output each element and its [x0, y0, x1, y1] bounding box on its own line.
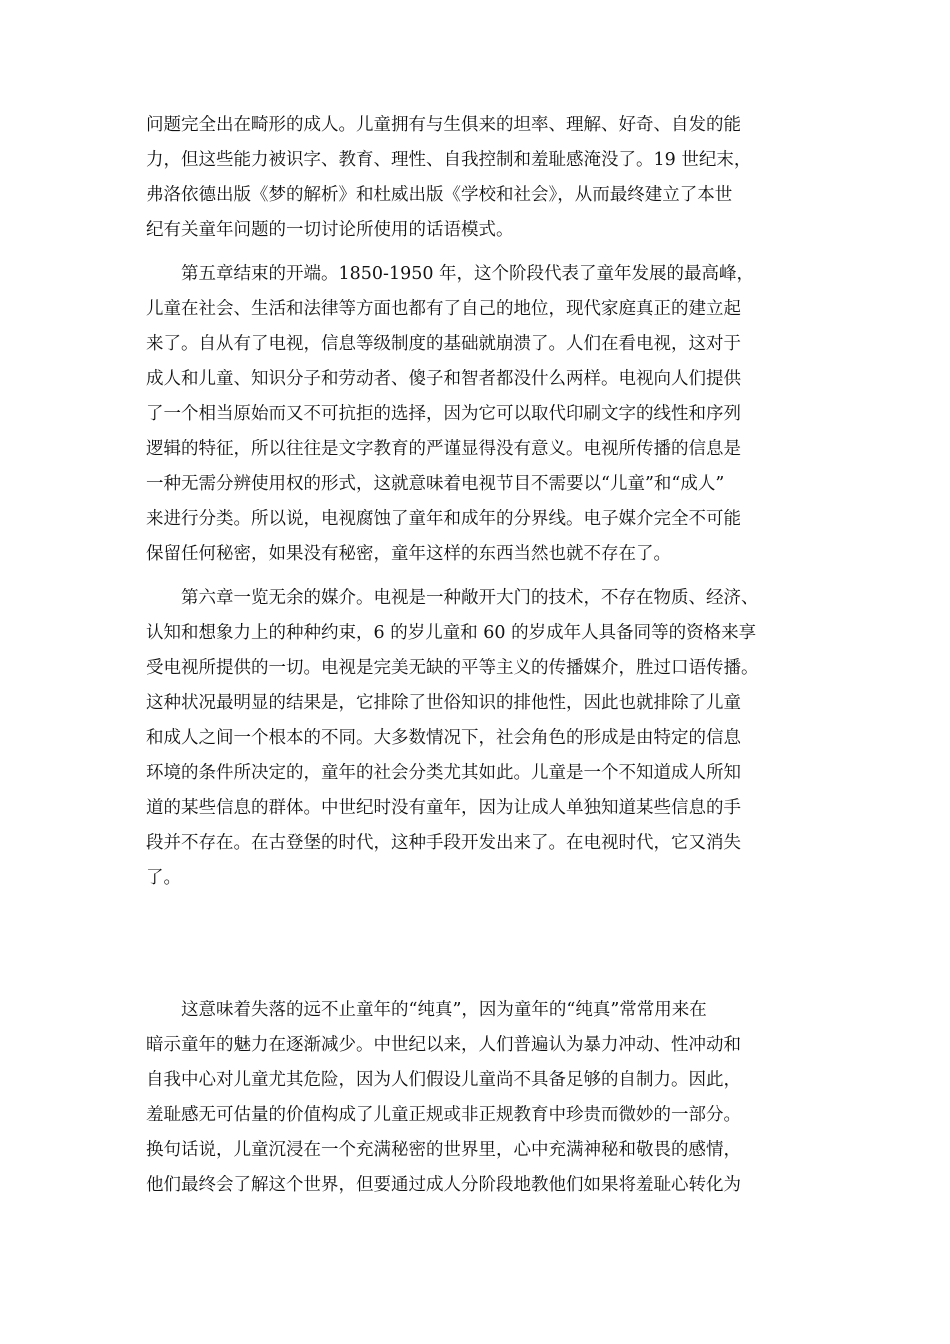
text-line: 弗洛依德出版《梦的解析》和杜威出版《学校和社会》，从而最终建立了本世 — [146, 185, 733, 205]
text-line: 和成人之间一个根本的不同。大多数情况下，社会角色的形成是由特定的信息 — [146, 728, 741, 748]
text-line: 逻辑的特征，所以往往是文字教育的严谨显得没有意义。电视所传播的信息是 — [146, 439, 741, 459]
text-line: 道的某些信息的群体。中世纪时没有童年，因为让成人单独知道某些信息的手 — [146, 798, 741, 818]
text-line: 成人和儿童、知识分子和劳动者、傻子和智者都没什么两样。电视向人们提供 — [146, 369, 741, 389]
text-line: 第五章结束的开端。1850-1950 年，这个阶段代表了童年发展的最高峰， — [181, 264, 755, 284]
text-line: 第六章一览无余的媒介。电视是一种敞开大门的技术，不存在物质、经济、 — [181, 588, 759, 608]
text-line: 问题完全出在畸形的成人。儿童拥有与生俱来的坦率、理解、好奇、自发的能 — [146, 115, 741, 135]
paragraph-4 — [146, 993, 741, 1203]
text-line: 一种无需分辨使用权的形式，这就意味着电视节目不需要以“儿童”和“成人” — [146, 474, 725, 494]
text-line: 这种状况最明显的结果是，它排除了世俗知识的排他性，因此也就排除了儿童 — [146, 693, 741, 713]
text-line: 了一个相当原始而又不可抗拒的选择，因为它可以取代印刷文字的线性和序列 — [146, 404, 741, 424]
text-line: 暗示童年的魅力在逐渐减少。中世纪以来，人们普遍认为暴力冲动、性冲动和 — [146, 1035, 741, 1055]
paragraph-2 — [146, 257, 754, 572]
text-line: 力，但这些能力被识字、教育、理性、自我控制和羞耻感淹没了。19 世纪末， — [146, 150, 752, 170]
text-line: 他们最终会了解这个世界，但要通过成人分阶段地教他们如果将羞耻心转化为 — [146, 1175, 741, 1195]
text-line: 来了。自从有了电视，信息等级制度的基础就崩溃了。人们在看电视，这对于 — [146, 334, 741, 354]
text-line: 羞耻感无可估量的价值构成了儿童正规或非正规教育中珍贵而微妙的一部分。 — [146, 1105, 741, 1125]
text-line: 换句话说，儿童沉浸在一个充满秘密的世界里，心中充满神秘和敬畏的感情， — [146, 1140, 741, 1160]
text-line: 认知和想象力上的种种约束，6 的岁儿童和 60 的岁成年人具备同等的资格来享 — [146, 623, 757, 643]
text-line: 纪有关童年问题的一切讨论所使用的话语模式。 — [146, 220, 514, 240]
text-line: 了。 — [146, 868, 181, 888]
text-line: 自我中心对儿童尤其危险，因为人们假设儿童尚不具备足够的自制力。因此， — [146, 1070, 741, 1090]
text-line: 儿童在社会、生活和法律等方面也都有了自己的地位，现代家庭真正的建立起 — [146, 299, 741, 319]
paragraph-3 — [146, 581, 759, 896]
text-line: 保留任何秘密，如果没有秘密，童年这样的东西当然也就不存在了。 — [146, 544, 671, 564]
text-line: 环境的条件所决定的，童年的社会分类尤其如此。儿童是一个不知道成人所知 — [146, 763, 741, 783]
text-line: 这意味着失落的远不止童年的“纯真”，因为童年的“纯真”常常用来在 — [181, 1000, 707, 1020]
text-line: 受电视所提供的一切。电视是完美无缺的平等主义的传播媒介，胜过口语传播。 — [146, 658, 759, 678]
text-line: 来进行分类。所以说，电视腐蚀了童年和成年的分界线。电子媒介完全不可能 — [146, 509, 741, 529]
text-line: 段并不存在。在古登堡的时代，这种手段开发出来了。在电视时代，它又消失 — [146, 833, 741, 853]
paragraph-1 — [146, 108, 751, 248]
